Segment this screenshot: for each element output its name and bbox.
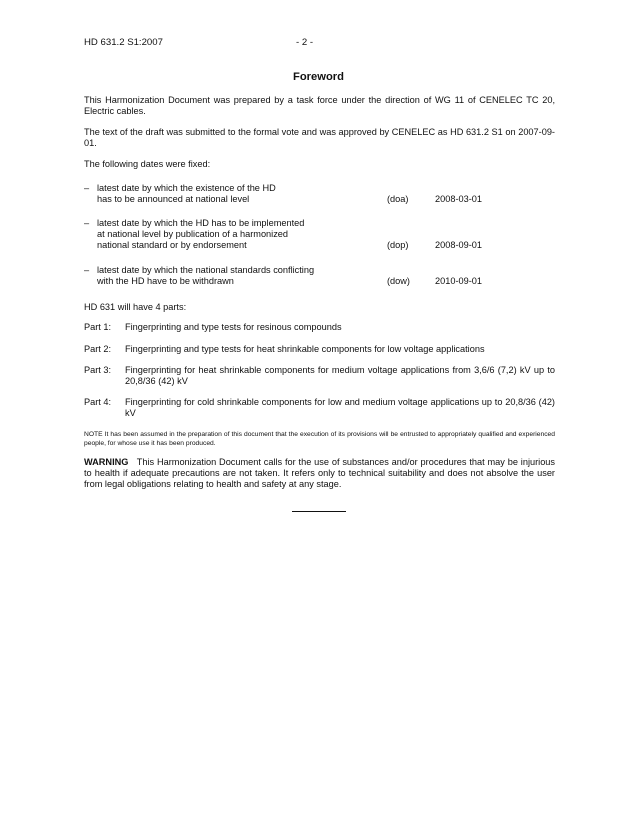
note-paragraph: NOTE It has been assumed in the preparation of this document that the execution of its provisions will be entrusted to appropriately qualified and experienced people, for whose use it has been produced. [84, 431, 555, 447]
date-item-abbreviation: (doa) [387, 194, 409, 204]
date-item-date: 2008-03-01 [435, 194, 482, 204]
warning-label: WARNING [84, 457, 129, 467]
header-document-id: HD 631.2 S1:2007 [84, 37, 163, 48]
date-item-description: latest date by which the national standards conflicting with the HD have to be withdrawn [97, 265, 315, 287]
part-description: Fingerprinting for heat shrinkable components for medium voltage applications from 3,6/6 (7,2) kV up to 20,8/36 (42) kV [125, 365, 555, 387]
part-label: Part 3: [84, 365, 112, 375]
part-label: Part 1: [84, 322, 112, 332]
date-item-abbreviation: (dop) [387, 240, 409, 250]
warning-text: This Harmonization Document calls for the use of substances and/or procedures that may be injurious to health if adequate precautions are not taken. It refers only to technical suitability and does not absolve the user from legal obligations relating to health and safety at any stage. [84, 457, 556, 490]
date-item-date: 2008-09-01 [435, 240, 482, 250]
part-description: Fingerprinting for cold shrinkable components for low and medium voltage applications up to 20,8/36 (42) kV [125, 397, 555, 419]
date-item-date: 2010-09-01 [435, 276, 482, 286]
part-label: Part 2: [84, 344, 112, 354]
paragraph-approval: The text of the draft was submitted to the formal vote and was approved by CENELEC as HD 631.2 S1 on 2007-09-01. [84, 127, 555, 149]
paragraph-preparation: This Harmonization Document was prepared by a task force under the direction of WG 11 of CENELEC TC 20, Electric cables. [84, 95, 555, 117]
part-label: Part 4: [84, 397, 112, 407]
paragraph-parts-intro: HD 631 will have 4 parts: [84, 302, 187, 312]
warning-paragraph [84, 457, 555, 491]
header-page-number: - 2 - [296, 37, 314, 48]
date-item-description: latest date by which the HD has to be implemented at national level by publication of a harmonized national standard or by endorsement [97, 218, 305, 251]
paragraph-dates-intro: The following dates were fixed: [84, 159, 211, 169]
part-description: Fingerprinting and type tests for resinous compounds [125, 322, 342, 332]
date-item-dash: – [84, 265, 90, 275]
date-item-abbreviation: (dow) [387, 276, 410, 286]
part-description: Fingerprinting and type tests for heat shrinkable components for low voltage applications [125, 344, 485, 354]
end-rule-divider [292, 511, 346, 512]
page-title: Foreword [293, 71, 344, 83]
date-item-dash: – [84, 218, 90, 228]
date-item-dash: – [84, 183, 90, 193]
date-item-description: latest date by which the existence of the HD has to be announced at national level [97, 183, 276, 205]
